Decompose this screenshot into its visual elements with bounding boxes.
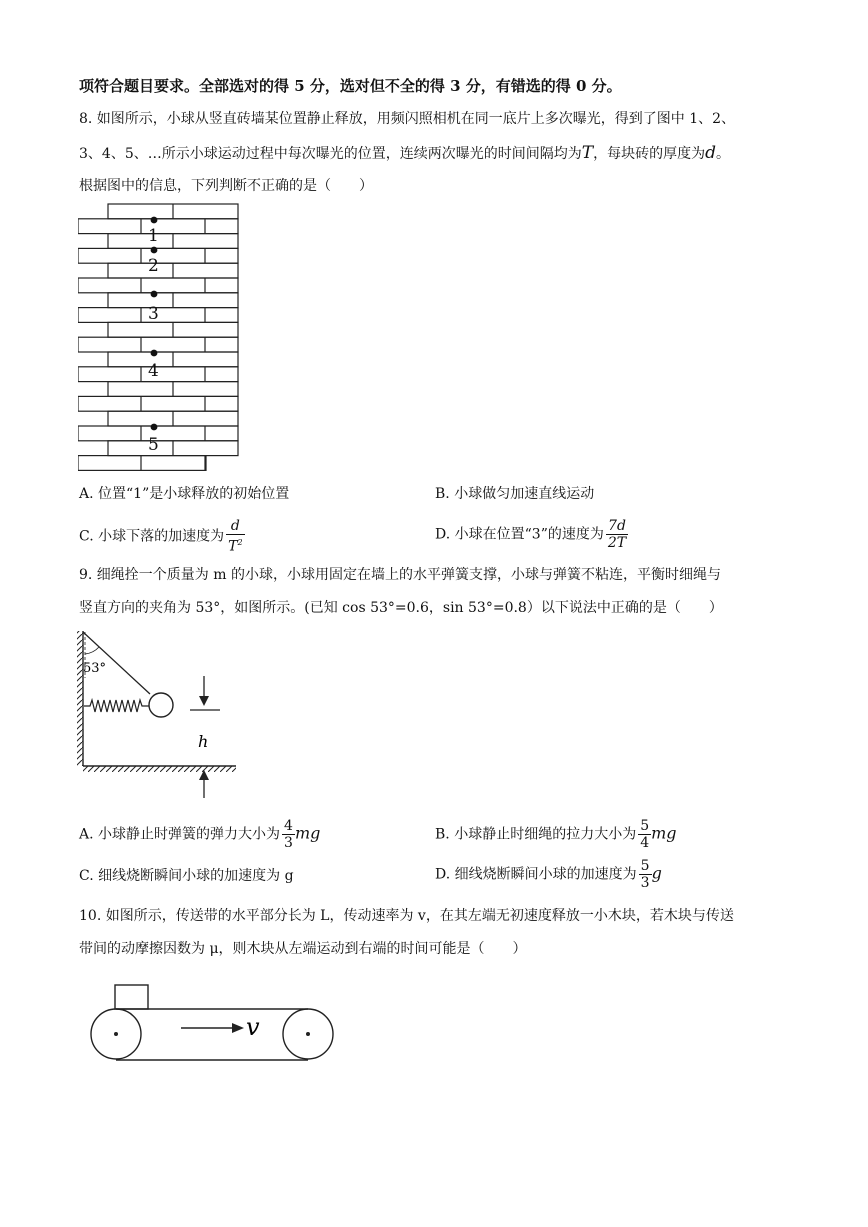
velocity-label: v	[246, 1013, 260, 1041]
h-label: h	[198, 732, 209, 751]
q8-line2: 3、4、5、…所示小球运动过程中每次曝光的位置，连续两次曝光的时间间隔均为T，每块砖的厚度为d。	[79, 143, 730, 163]
ball-position	[151, 350, 158, 357]
position-label: 1	[148, 226, 159, 246]
q8-option-a: A. 位置“1”是小球释放的初始位置	[79, 486, 290, 502]
q10-line1: 10. 如图所示，传送带的水平部分长为 L，传动速率为 v，在其左端无初速度释放一小木块，若木块与传送	[79, 908, 734, 924]
brick-row	[78, 456, 206, 471]
brick-wall-figure	[78, 203, 240, 475]
position-label: 5	[148, 435, 159, 455]
ball-position	[151, 291, 158, 298]
q8-line3: 根据图中的信息，下列判断不正确的是（ ）	[79, 178, 373, 194]
brick-row	[78, 337, 238, 352]
q10-line2: 带间的动摩擦因数为 μ，则木块从左端运动到右端的时间可能是（ ）	[79, 941, 527, 957]
q9-option-b: B. 小球静止时细绳的拉力大小为 $\frac{5}{4}$ mg	[435, 818, 677, 851]
q9-option-a: A. 小球静止时弹簧的弹力大小为 $\frac{4}{3}$ mg	[79, 818, 321, 851]
angle-label: 53°	[83, 661, 107, 676]
position-label: 4	[148, 361, 159, 381]
position-label: 2	[148, 256, 159, 276]
q9-line1: 9. 细绳拴一个质量为 m 的小球，小球用固定在墙上的水平弹簧支撑，小球与弹簧不粘连，平衡时细绳与	[79, 567, 721, 583]
ball-position	[151, 424, 158, 431]
conveyor-belt-figure	[86, 982, 338, 1068]
q8-option-b: B. 小球做匀加速直线运动	[435, 486, 595, 502]
section-instruction: 项符合题目要求。全部选对的得 5 分，选对但不全的得 3 分，有错选的得 0 分。	[79, 77, 622, 95]
q9-line2: 竖直方向的夹角为 53°，如图所示。(已知 cos 53°=0.6，sin 53°=0.8）以下说法中正确的是（ ）	[79, 600, 723, 616]
brick-row	[78, 278, 238, 293]
ball-position	[151, 217, 158, 224]
spring-ball-figure	[76, 628, 246, 803]
q8-option-d: D. 小球在位置“3”的速度为 $\frac{7d}{2T}$	[435, 518, 627, 551]
brick-row	[78, 396, 238, 411]
q9-option-d: D. 细线烧断瞬间小球的加速度为 $\frac{5}{3}$ g	[435, 858, 662, 891]
q8-option-c: C. 小球下落的加速度为 $\frac{d}{T^2}$	[79, 518, 243, 555]
position-label: 3	[148, 304, 159, 324]
q9-option-c: C. 细线烧断瞬间小球的加速度为 g	[79, 868, 294, 884]
ball-position	[151, 247, 158, 254]
q8-line1: 8. 如图所示，小球从竖直砖墙某位置静止释放，用频闪照相机在同一底片上多次曝光，得到了图中 1、2、	[79, 111, 736, 127]
